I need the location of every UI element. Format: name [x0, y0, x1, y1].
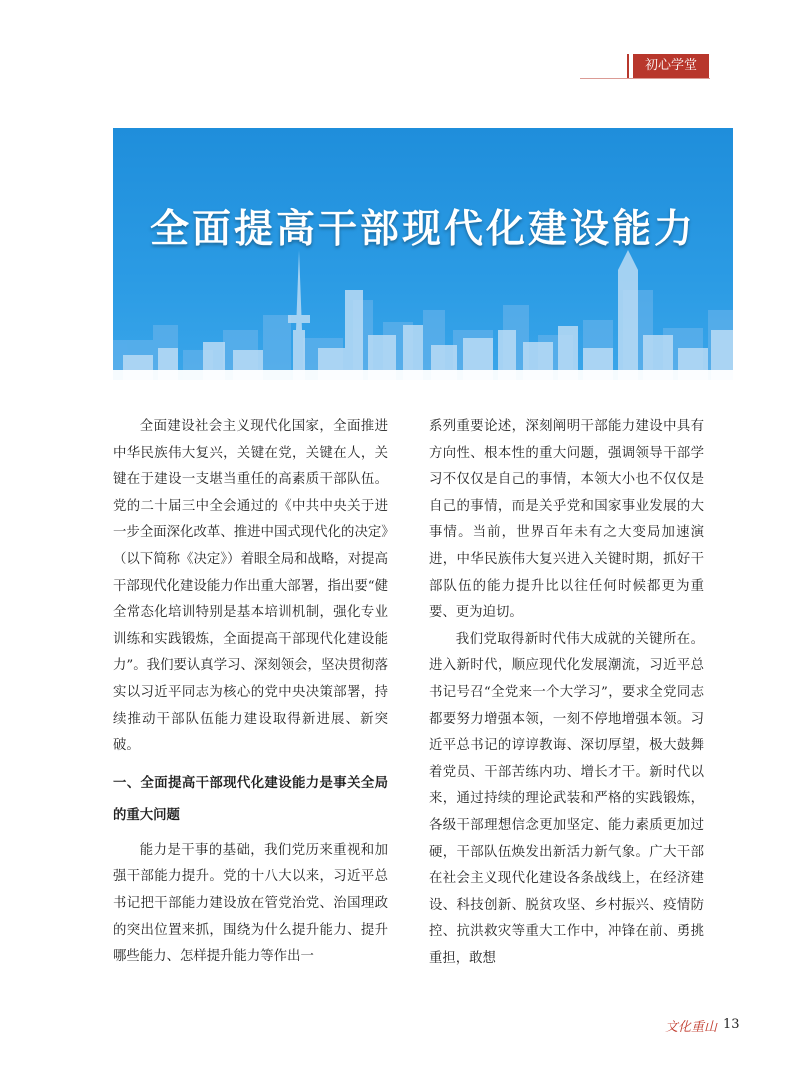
title-banner [113, 128, 733, 380]
section-heading: 一、全面提高干部现代化建设能力是事关全局的重大问题 [113, 775, 388, 823]
right-column [429, 414, 704, 972]
left-column [113, 414, 388, 971]
paragraph: 能力是干事的基础，我们党历来重视和加强干部能力提升。党的十八大以来，习近平总书记把干部能力建设放在管党治党、治国理政的突出位置来抓，围绕为什么提升能力、提升哪些能力、怎样提升能力等作出一 [113, 842, 388, 965]
section-tag-rule [627, 54, 629, 78]
page-number: 13 [723, 1017, 740, 1032]
magazine-logo: 文化重山 [665, 1020, 718, 1035]
paragraph: 全面建设社会主义现代化国家，全面推进中华民族伟大复兴，关键在党，关键在人，关键在于建设一支堪当重任的高素质干部队伍。党的二十届三中全会通过的《中共中央关于进一步全面深化改革、推进中国式现代化的决定》（以下简称《决定》）着眼全局和战略，对提高干部现代化建设能力作出重大部署，指出要“健全常态化培训特别是基本培训机制，强化专业训练和实践锻炼，全面提高干部现代化建设能力”。我们要认真学习、深刻领会，坚决贯彻落实以习近平同志为核心的党中央决策部署，持续推动干部队伍能力建设取得新进展、新突破。 [113, 419, 388, 754]
header-underline [580, 78, 710, 79]
article-title: 全面提高干部现代化建设能力 [149, 206, 696, 252]
paragraph: 系列重要论述，深刻阐明干部能力建设中具有方向性、根本性的重大问题，强调领导干部学习不仅仅是自己的事情，本领大小也不仅仅是自己的事情，而是关乎党和国家事业发展的大事情。当前，世界百年未有之大变局加速演进，中华民族伟大复兴进入关键时期，抓好干部队伍的能力提升比以往任何时候都更为重要、更为迫切。 [429, 419, 704, 621]
section-tag: 初心学堂 [633, 54, 709, 78]
paragraph: 我们党取得新时代伟大成就的关键所在。进入新时代，顺应现代化发展潮流，习近平总书记号召“全党来一个大学习”，要求全党同志都要努力增强本领，一刻不停地增强本领。习近平总书记的谆谆教诲、深切厚望，极大鼓舞着党员、干部苦练内功、增长才干。新时代以来，通过持续的理论武装和严格的实践锻炼，各级干部理想信念更加坚定、能力素质更加过硬，干部队伍焕发出新活力新气象。广大干部在社会主义现代化建设各条战线上，在经济建设、科技创新、脱贫攻坚、乡村振兴、疫情防控、抗洪救灾等重大工作中，冲锋在前、勇挑重担，敢想 [429, 631, 704, 966]
